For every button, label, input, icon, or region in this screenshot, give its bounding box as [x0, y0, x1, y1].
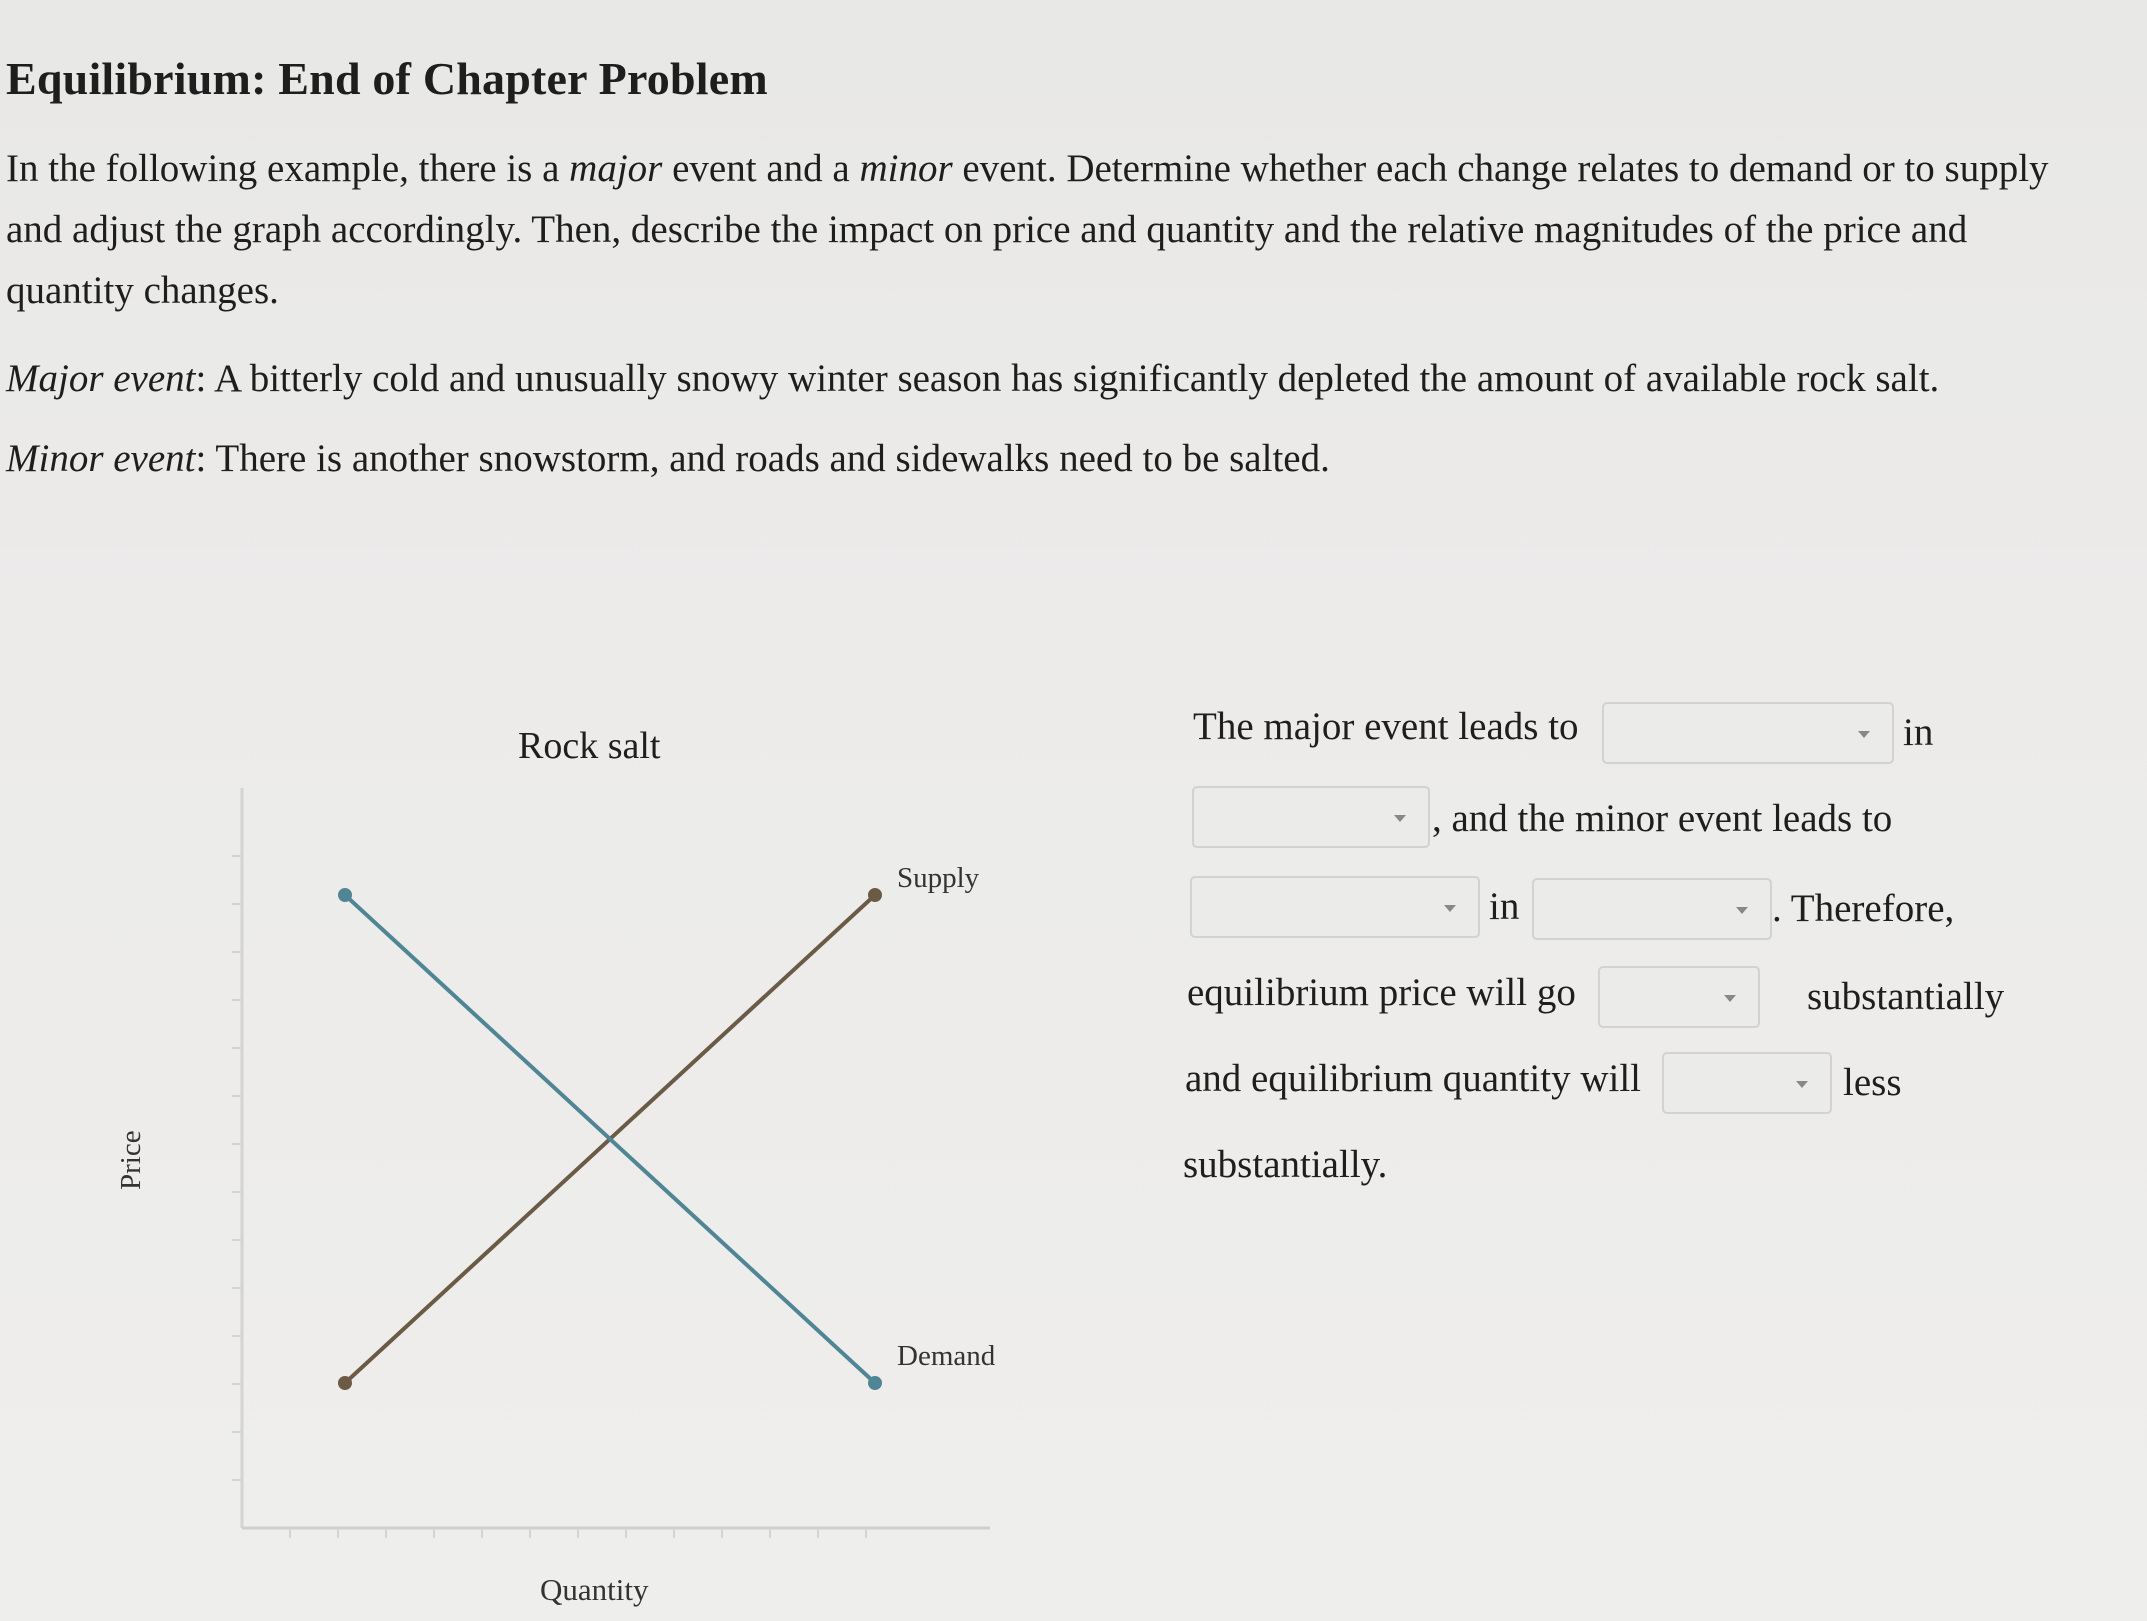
chevron-down-icon	[1796, 1081, 1808, 1088]
x-axis-label: Quantity	[540, 1572, 649, 1607]
major-curve-dropdown[interactable]	[1192, 786, 1430, 848]
sentence-part: equilibrium price will go	[1187, 971, 1576, 1014]
chart-curve-labels	[897, 862, 996, 1372]
sentence-part: substantially.	[1183, 1143, 1388, 1186]
minor-event	[6, 428, 2086, 489]
chart-title: Rock salt	[518, 725, 661, 767]
sentence-part: substantially	[1807, 975, 2005, 1018]
supply-label: Supply	[897, 862, 980, 894]
chevron-down-icon	[1444, 905, 1456, 912]
chart-curves[interactable]	[338, 888, 882, 1390]
major-word: major	[569, 147, 663, 190]
major-event	[6, 348, 2086, 409]
supply-handle[interactable]	[868, 888, 882, 902]
sentence-part: , and the minor event leads to	[1432, 797, 1893, 840]
demand-handle[interactable]	[338, 888, 352, 902]
chevron-down-icon	[1858, 731, 1870, 738]
minor-change-dropdown[interactable]	[1190, 876, 1480, 938]
y-axis-label: Price	[115, 1130, 147, 1190]
sentence-part: less	[1843, 1061, 1902, 1104]
instructions	[6, 138, 2086, 321]
sentence-part: in	[1903, 711, 1934, 754]
demand-label: Demand	[897, 1340, 996, 1372]
supply-demand-graph[interactable]	[100, 780, 1060, 1620]
supply-handle[interactable]	[338, 1376, 352, 1390]
sentence-part: The major event leads to	[1193, 705, 1579, 748]
major-event-text: : A bitterly cold and unusually snowy winter season has significantly depleted the amount of available rock salt.	[195, 357, 1940, 400]
instructions-text: event and a	[662, 147, 860, 190]
chevron-down-icon	[1394, 815, 1406, 822]
minor-word: minor	[859, 147, 953, 190]
sentence-part: and equilibrium quantity will	[1185, 1057, 1642, 1100]
major-event-label: Major event	[6, 357, 196, 400]
instructions-text: event. Determine whether each change relates to demand or to supply and adjust the graph accordingly. Then, describe the impact on price and quantity and the relative magnitudes of the price and quantity changes.	[6, 147, 2049, 312]
chevron-down-icon	[1724, 995, 1736, 1002]
price-direction-dropdown[interactable]	[1598, 966, 1760, 1028]
quantity-direction-dropdown[interactable]	[1662, 1052, 1832, 1114]
chevron-down-icon	[1736, 907, 1748, 914]
major-change-dropdown[interactable]	[1602, 702, 1894, 764]
sentence-part: in	[1489, 885, 1520, 928]
demand-handle[interactable]	[868, 1376, 882, 1390]
minor-curve-dropdown[interactable]	[1532, 878, 1772, 940]
minor-event-label: Minor event	[6, 437, 196, 480]
instructions-text: In the following example, there is a	[6, 147, 570, 190]
page-title: Equilibrium: End of Chapter Problem	[6, 53, 768, 104]
sentence-part: . Therefore,	[1772, 887, 1955, 930]
minor-event-text: : There is another snowstorm, and roads and sidewalks need to be salted.	[195, 437, 1330, 480]
